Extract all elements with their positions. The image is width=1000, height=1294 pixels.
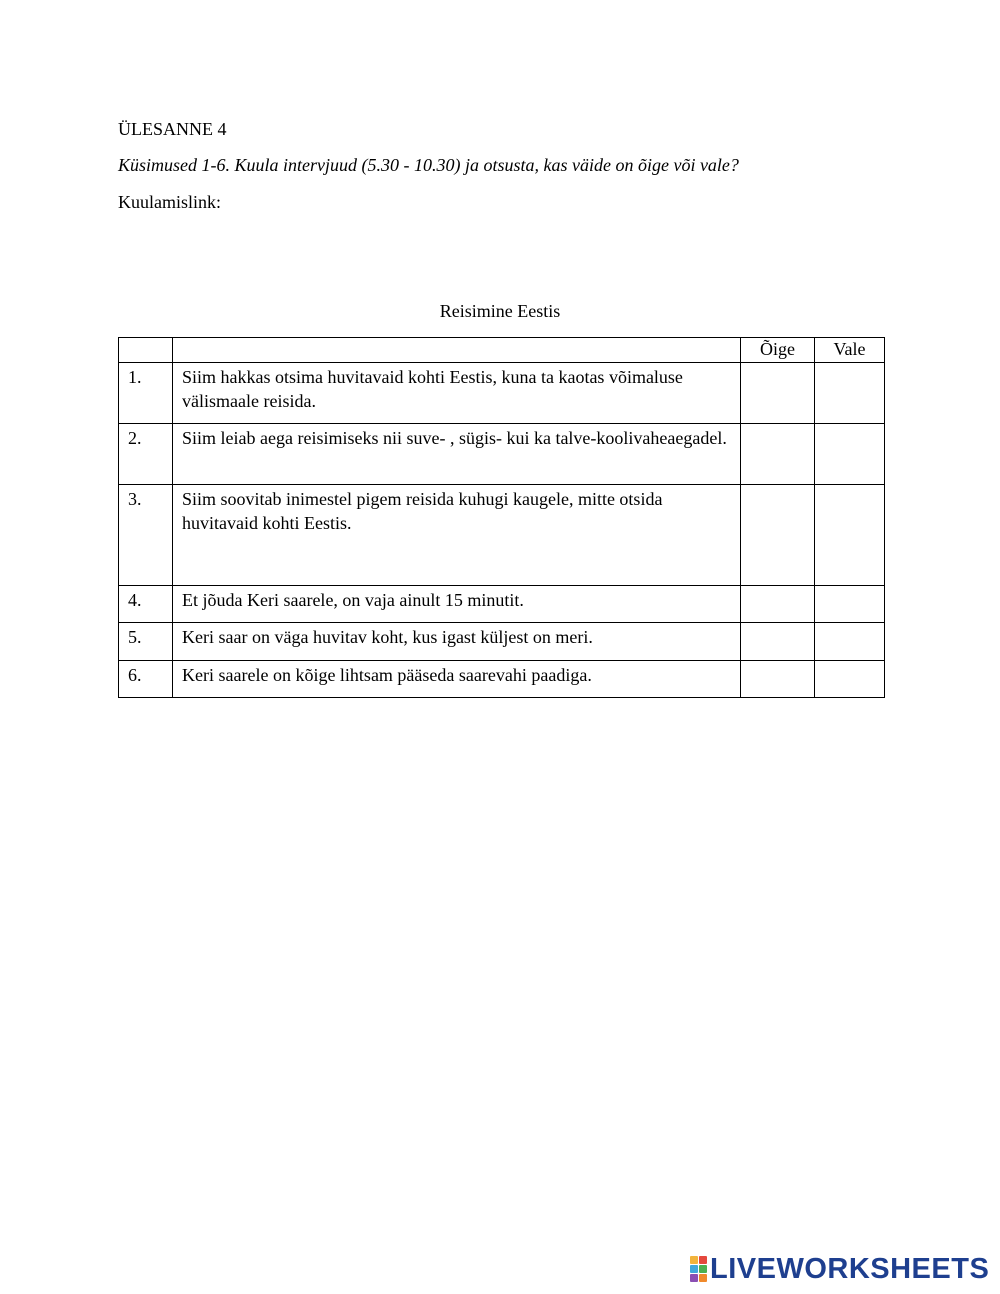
row-statement: Siim hakkas otsima huvitavaid kohti Eestis, kuna ta kaotas võimaluse välismaale reisida.: [173, 363, 741, 424]
answer-true-cell[interactable]: [741, 623, 815, 661]
row-statement: Siim soovitab inimestel pigem reisida kuhugi kaugele, mitte otsida huvitavaid kohti Eestis.: [173, 485, 741, 586]
task-instruction: Küsimused 1-6. Kuula intervjuud (5.30 - 10.30) ja otsusta, kas väide on õige või vale?: [118, 155, 739, 175]
answer-true-cell[interactable]: [741, 661, 815, 698]
header-number-cell: [119, 338, 173, 363]
answer-false-cell[interactable]: [815, 586, 885, 623]
answer-false-cell[interactable]: [815, 623, 885, 661]
logo-square: [699, 1274, 707, 1282]
logo-square: [699, 1265, 707, 1273]
table-title: Reisimine Eestis: [439, 301, 561, 321]
header-false: Vale: [815, 338, 885, 363]
answer-true-cell[interactable]: [741, 363, 815, 424]
table-header-row: [119, 338, 885, 363]
header-statement-cell: [173, 338, 741, 363]
table-row: [119, 424, 885, 485]
row-statement: Keri saar on väga huvitav koht, kus igast küljest on meri.: [173, 623, 741, 661]
logo-text: LIVEWORKSHEETS: [710, 1253, 990, 1285]
header-true: Õige: [741, 338, 815, 363]
row-number: 2.: [119, 424, 173, 485]
row-statement: Et jõuda Keri saarele, on vaja ainult 15 minutit.: [173, 586, 741, 623]
answer-true-cell[interactable]: [741, 485, 815, 586]
logo-square: [690, 1256, 698, 1264]
listening-link-label: Kuulamislink:: [118, 192, 221, 212]
table-row: [119, 363, 885, 424]
row-number: 1.: [119, 363, 173, 424]
row-number: 4.: [119, 586, 173, 623]
row-number: 3.: [119, 485, 173, 586]
row-statement: Keri saarele on kõige lihtsam pääseda saarevahi paadiga.: [173, 661, 741, 698]
answer-true-cell[interactable]: [741, 424, 815, 485]
true-false-table: [118, 337, 885, 698]
liveworksheets-logo: [690, 1252, 989, 1286]
answer-false-cell[interactable]: [815, 485, 885, 586]
answer-true-cell[interactable]: [741, 586, 815, 623]
row-number: 5.: [119, 623, 173, 661]
answer-false-cell[interactable]: [815, 661, 885, 698]
answer-false-cell[interactable]: [815, 424, 885, 485]
logo-square: [690, 1274, 698, 1282]
worksheet-heading: ÜLESANNE 4: [118, 119, 227, 139]
table-row: [119, 586, 885, 623]
table-row: [119, 623, 885, 661]
row-number: 6.: [119, 661, 173, 698]
table-row: [119, 485, 885, 586]
table-row: [119, 661, 885, 698]
answer-false-cell[interactable]: [815, 363, 885, 424]
row-statement: Siim leiab aega reisimiseks nii suve- , sügis- kui ka talve-koolivaheaegadel.: [173, 424, 741, 485]
logo-square: [690, 1265, 698, 1273]
logo-mark-icon: [690, 1256, 707, 1282]
logo-square: [699, 1256, 707, 1264]
